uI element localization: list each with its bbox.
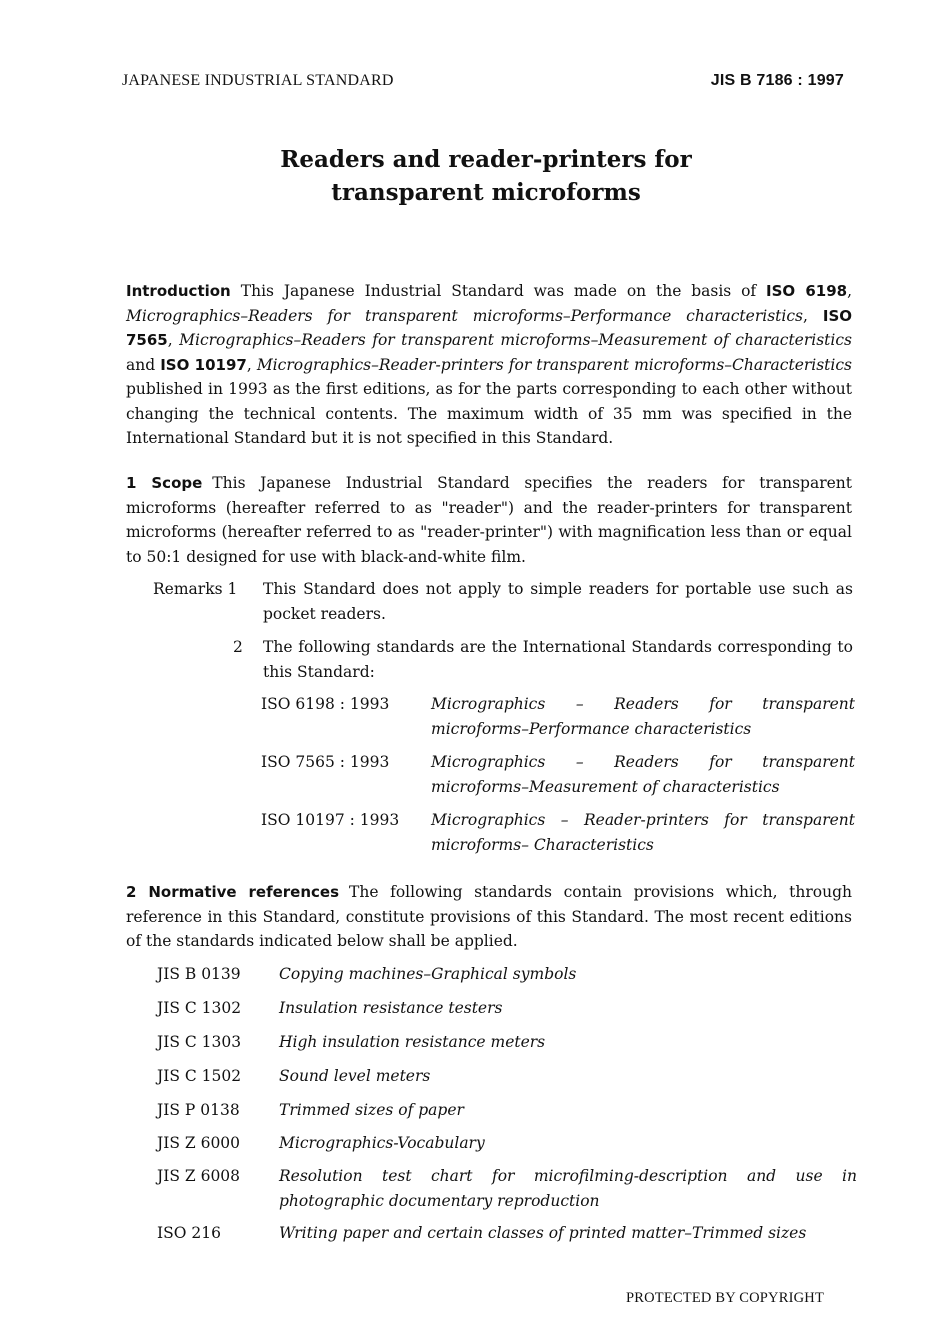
iso-reference-title: Micrographics – Readers for transparent microforms–Measurement of characteristics <box>431 753 855 796</box>
iso-reference-row <box>261 692 855 741</box>
reference-row <box>157 1098 857 1123</box>
intro-title-3: Micrographics–Reader-printers for transparent microforms–Characteristics <box>256 355 853 374</box>
iso-reference-title: Micrographics – Reader-printers for transparent microforms– Characteristics <box>431 811 855 854</box>
scope-heading: 1 Scope <box>126 474 203 492</box>
reference-code: JIS C 1502 <box>157 1067 242 1085</box>
reference-row <box>157 962 857 987</box>
reference-row <box>157 1221 857 1246</box>
reference-title: High insulation resistance meters <box>279 1033 546 1051</box>
intro-title-1: Micrographics–Readers for transparent microforms–Performance characteristics <box>126 306 803 325</box>
iso-reference-code: ISO 10197 : 1993 <box>261 811 400 829</box>
header-standard-label: JAPANESE INDUSTRIAL STANDARD <box>122 72 394 89</box>
title-line-1: Readers and reader-printers for <box>280 146 692 173</box>
reference-title: Micrographics-Vocabulary <box>279 1134 485 1152</box>
intro-text-7: published in 1993 as the first editions, as for the parts corresponding to each other without changing the technical contents. The maximum width of 35 mm was specified in the International Standard but it is not specified in this Standard. <box>126 380 852 447</box>
reference-title: Copying machines–Graphical symbols <box>279 965 577 983</box>
reference-code: JIS B 0139 <box>157 965 241 983</box>
reference-code: JIS Z 6000 <box>157 1134 241 1152</box>
reference-code: JIS P 0138 <box>157 1101 240 1119</box>
copyright-footer: PROTECTED BY COPYRIGHT <box>625 1290 824 1306</box>
header-standard-number: JIS B 7186 : 1997 <box>710 72 844 89</box>
intro-title-2: Micrographics–Readers for transparent microforms–Measurement of characteristics <box>179 331 852 349</box>
remark-1-text: This Standard does not apply to simple readers for portable use such as pocket readers. <box>263 580 853 623</box>
remark-2 <box>153 635 853 684</box>
intro-text-2: , <box>847 282 852 300</box>
scope-paragraph <box>126 471 852 569</box>
normative-references-paragraph <box>126 880 852 954</box>
title-line-2: transparent microforms <box>331 179 641 206</box>
iso-reference-code: ISO 7565 : 1993 <box>261 753 390 771</box>
iso-reference-row <box>261 750 855 799</box>
intro-iso-2: ISO 7565 <box>126 306 852 349</box>
document-title <box>0 143 950 209</box>
reference-title: Resolution test chart for microfilming-description and use in photographic documentary reproduction <box>279 1167 857 1210</box>
introduction-paragraph <box>126 279 852 451</box>
normative-references-heading: 2 Normative references <box>126 883 340 901</box>
iso-reference-title: Micrographics – Readers for transparent microforms–Performance characteristics <box>431 695 855 738</box>
intro-text-3: , <box>802 306 823 325</box>
reference-row <box>157 1131 857 1156</box>
reference-row <box>157 1030 857 1055</box>
reference-title: Sound level meters <box>279 1067 431 1085</box>
reference-row <box>157 1164 857 1213</box>
remark-2-text: The following standards are the International Standards corresponding to this Standard: <box>263 638 853 681</box>
remark-2-label: 2 <box>233 638 243 656</box>
reference-title: Writing paper and certain classes of printed matter–Trimmed sizes <box>279 1224 807 1242</box>
intro-text-1: This Japanese Industrial Standard was made on the basis of <box>240 282 767 300</box>
reference-title: Insulation resistance testers <box>279 999 503 1017</box>
reference-title: Trimmed sizes of paper <box>279 1101 464 1119</box>
reference-row <box>157 1064 857 1089</box>
remark-1 <box>153 577 853 626</box>
reference-code: ISO 216 <box>157 1224 221 1242</box>
introduction-heading: Introduction <box>126 282 231 300</box>
reference-code: JIS Z 6008 <box>157 1167 241 1185</box>
reference-code: JIS C 1302 <box>157 999 242 1017</box>
remark-1-label: Remarks 1 <box>153 580 238 598</box>
scope-text: This Japanese Industrial Standard specifies the readers for transparent microforms (hereafter referred to as "reader") and the reader-printers for transparent microforms (hereafter referred to as "reader-printer") with magnification less than or equal to 50:1 designed for use with black-and-white film. <box>126 474 852 566</box>
iso-reference-row <box>261 808 855 857</box>
reference-row <box>157 996 857 1021</box>
intro-text-4: , <box>167 331 180 349</box>
normative-references-text: The following standards contain provisions which, through reference in this Standard, constitute provisions of this Standard. The most recent editions of the standards indicated below shall be applied. <box>126 883 852 950</box>
reference-code: JIS C 1303 <box>157 1033 242 1051</box>
intro-iso-3: ISO 10197 <box>160 355 247 374</box>
intro-text-6: , <box>246 355 257 374</box>
intro-iso-1: ISO 6198 <box>766 282 848 300</box>
intro-text-5: and <box>126 355 161 374</box>
iso-reference-code: ISO 6198 : 1993 <box>261 695 390 713</box>
